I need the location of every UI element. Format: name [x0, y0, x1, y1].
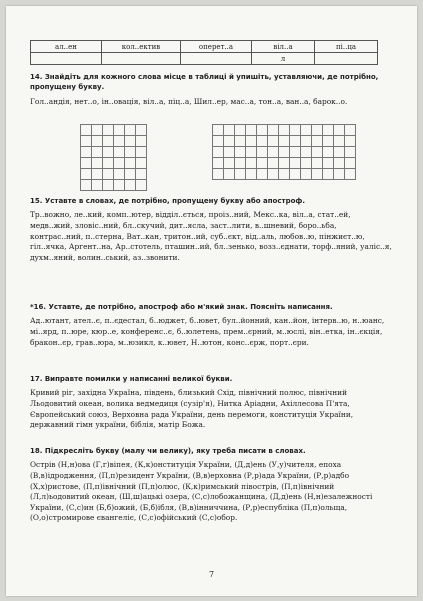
exercise-16-heading: *16. Уставте, де потрібно, апостроф або м'який знак. Поясніть написання.: [30, 303, 333, 311]
exercise-17-text: Кривий ріг, західна Україна, південь, близький Схід, північний полюс, північний Льодовитий океан, волика ведмедиця (сузір'я), Нитка Аріадни, Ахіллесова П'ята, Європейський союз, Верховна рада України, день перемоги, конституція України, державний гімн україни, біблія, матір Божа.: [30, 388, 354, 430]
grid-cell: [290, 158, 301, 169]
grid-row: [213, 136, 356, 147]
grid-cell: [246, 169, 257, 180]
grid-row: [81, 147, 147, 158]
grid-cell: [323, 169, 334, 180]
crossword-grid-left: [80, 124, 147, 191]
grid-cell: [103, 180, 114, 191]
table-cell: віл..а: [252, 41, 315, 53]
grid-cell: [235, 169, 246, 180]
grid-cell: [125, 125, 136, 136]
grid-cell: [345, 169, 356, 180]
grid-cell: [114, 125, 125, 136]
grid-cell: [312, 125, 323, 136]
grid-cell: [103, 125, 114, 136]
grid-cell: [213, 136, 224, 147]
table-cell: [31, 53, 102, 65]
table-cell: оперет..а: [181, 41, 252, 53]
grid-row: [81, 158, 147, 169]
grid-cell: [290, 125, 301, 136]
grid-cell: [235, 125, 246, 136]
exercise-15-text: Тр..вожно, ле..кий, комп..ютер, відділ..ється, проіз..ний, Мекс..ка, віл..а, стат..ей, медв..жий, зловіс..ний, бл..скучий, дит..ясла, заст..лити, в..шневий, боро..ьба, контрас..ний, п..стерна, Ват..кан, тритон..ий, суб..єкт, від..аль, любов..ю, пінжиєт..ю, гіл..ячка, Аргент..на, Ар..стотель, пташин..ий, бл..зенько, возз..єднати, торф..яний, уаліс..я, духм..яний, волин..ський, аз..звонити.: [30, 210, 392, 262]
grid-cell: [125, 169, 136, 180]
grid-cell: [92, 158, 103, 169]
grid-cell: [224, 125, 235, 136]
grid-cell: [213, 125, 224, 136]
grid-cell: [334, 147, 345, 158]
grid-cell: [257, 169, 268, 180]
grid-cell: [81, 136, 92, 147]
grid-cell: [312, 136, 323, 147]
grid-cell: [312, 147, 323, 158]
grid-cell: [246, 158, 257, 169]
grid-cell: [290, 136, 301, 147]
grid-row: [213, 125, 356, 136]
grid-cell: [81, 147, 92, 158]
grid-cell: [224, 158, 235, 169]
grid-cell: [92, 169, 103, 180]
grid-cell: [103, 158, 114, 169]
grid-cell: [323, 136, 334, 147]
grid-cell: [334, 125, 345, 136]
grid-cell: [125, 180, 136, 191]
grid-cell: [246, 125, 257, 136]
grid-cell: [345, 158, 356, 169]
grid-row: [81, 125, 147, 136]
exercise-15: [30, 196, 392, 263]
grid-cell: [235, 158, 246, 169]
table-cell: кол..ектив: [102, 41, 181, 53]
textbook-page: [6, 6, 417, 596]
grid-cell: [81, 125, 92, 136]
grid-cell: [125, 147, 136, 158]
grid-row: [213, 147, 356, 158]
grid-row: [81, 180, 147, 191]
grid-cell: [136, 147, 147, 158]
grid-cell: [103, 136, 114, 147]
grid-cell: [125, 136, 136, 147]
grid-cell: [224, 136, 235, 147]
grid-cell: [114, 147, 125, 158]
grid-cell: [257, 125, 268, 136]
grid-cell: [246, 147, 257, 158]
grid-cell: [92, 180, 103, 191]
grid-cell: [103, 147, 114, 158]
grid-cell: [136, 125, 147, 136]
grid-cell: [136, 180, 147, 191]
grid-cell: [114, 169, 125, 180]
grid-cell: [136, 158, 147, 169]
exercise-14-text: Гол..андія, нет..о, ін..овація, віл..а, піц..а, Шил..ер, мас..а, тон..а, ван..а, барок..о.: [30, 96, 348, 106]
grid-cell: [92, 125, 103, 136]
table-cell: [315, 53, 378, 65]
exercise-18-text: Острів (Н,н)ова (Г,г)віпея, (К,к)онституція України, (Д,д)ень (У,у)чителя, епоха (В,в)ідродження, (П,п)резидент України, (В,в)ерховна (Р,р)ада України, (Р,р)адбо (Х,х)ристове, (П,п)івнічний (П,п)олюс, (К,к)римський півострів, (П,п)івнічний (Л,л)ьодовитий океан, (Ш,ш)ацькі озера, (С,с)лобожанщина, (Д,д)ень (Н,н)езалежності України, (С,с)ин (Б,б)ожий, (Б,б)ібля, (В,в)інниччина, (Р,р)еспубліка (П,п)ольща, (О,о)стромирове євангеліє, (С,с)офійський (С,с)обор.: [30, 460, 373, 523]
grid-cell: [323, 147, 334, 158]
exercise-18: [30, 446, 392, 524]
table-row: [31, 41, 378, 53]
page-number: 7: [208, 570, 215, 579]
grid-cell: [345, 147, 356, 158]
grid-cell: [279, 125, 290, 136]
exercise-17-heading: 17. Виправте помилки у написанні великої букви.: [30, 375, 233, 383]
grid-cell: [323, 125, 334, 136]
grid-cell: [257, 136, 268, 147]
grid-row: [81, 169, 147, 180]
grid-cell: [136, 169, 147, 180]
grid-cell: [268, 158, 279, 169]
grid-cell: [301, 169, 312, 180]
grid-cell: [268, 169, 279, 180]
grid-cell: [257, 158, 268, 169]
grid-cell: [279, 169, 290, 180]
table-cell: пі..ца: [315, 41, 378, 53]
grid-cell: [301, 136, 312, 147]
grid-cell: [279, 136, 290, 147]
table-cell: л: [252, 53, 315, 65]
grid-cell: [301, 147, 312, 158]
grid-cell: [224, 169, 235, 180]
grid-cell: [345, 125, 356, 136]
exercise-17: [30, 374, 392, 431]
grid-row: [213, 158, 356, 169]
grid-cell: [279, 147, 290, 158]
grid-cell: [213, 158, 224, 169]
grid-cell: [81, 169, 92, 180]
grid-cell: [301, 125, 312, 136]
grid-cell: [81, 180, 92, 191]
grid-cell: [213, 147, 224, 158]
grid-row: [213, 169, 356, 180]
grid-cell: [312, 169, 323, 180]
grid-cell: [246, 136, 257, 147]
grid-cell: [268, 147, 279, 158]
word-table: [30, 40, 378, 65]
crossword-grid-right: [212, 124, 356, 180]
exercise-16: [30, 302, 392, 348]
grid-cell: [114, 158, 125, 169]
grid-cell: [81, 158, 92, 169]
grid-cell: [334, 158, 345, 169]
grid-cell: [268, 136, 279, 147]
grid-cell: [235, 147, 246, 158]
grid-cell: [334, 136, 345, 147]
grid-cell: [268, 125, 279, 136]
table-cell: [181, 53, 252, 65]
grid-cell: [334, 169, 345, 180]
grid-cell: [92, 136, 103, 147]
grid-cell: [114, 136, 125, 147]
table-cell: ал..ен: [31, 41, 102, 53]
exercise-14-heading: 14. Знайдіть для кожного слова місце в таблиці й упишіть, уставляючи, де потрібно, пропущену букву.: [30, 73, 379, 92]
grid-cell: [224, 147, 235, 158]
grid-cell: [235, 136, 246, 147]
grid-cell: [301, 158, 312, 169]
grid-cell: [125, 158, 136, 169]
table-row: [31, 53, 378, 65]
grid-cell: [323, 158, 334, 169]
grid-cell: [290, 169, 301, 180]
exercise-15-heading: 15. Уставте в словах, де потрібно, пропущену букву або апостроф.: [30, 197, 305, 205]
grid-cell: [103, 169, 114, 180]
grid-cell: [92, 147, 103, 158]
table-cell: [102, 53, 181, 65]
grid-cell: [312, 158, 323, 169]
exercise-18-heading: 18. Підкресліть букву (малу чи велику), яку треба писати в словах.: [30, 447, 306, 455]
grid-row: [81, 136, 147, 147]
grid-cell: [136, 136, 147, 147]
exercise-14: [30, 72, 392, 107]
exercise-16-text: Ад..ютант, ател..є, п..єдестал, б..юджет, б..ювет, бул..йонний, кан..йон, інтерв..ю, н..юанс, мі..ярд, п..юре, кюр..е, конференс..є, б..юлетень, прем..єрний, м..юслі, він..етка, ін..єкція, бракон..єр, грав..юра, м..юзикл, к..ювет, Н..ютон, конс..єрж, порт..єри.: [30, 316, 385, 347]
grid-cell: [257, 147, 268, 158]
grid-cell: [279, 158, 290, 169]
grid-cell: [114, 180, 125, 191]
grid-cell: [290, 147, 301, 158]
grid-cell: [345, 136, 356, 147]
grid-cell: [213, 169, 224, 180]
